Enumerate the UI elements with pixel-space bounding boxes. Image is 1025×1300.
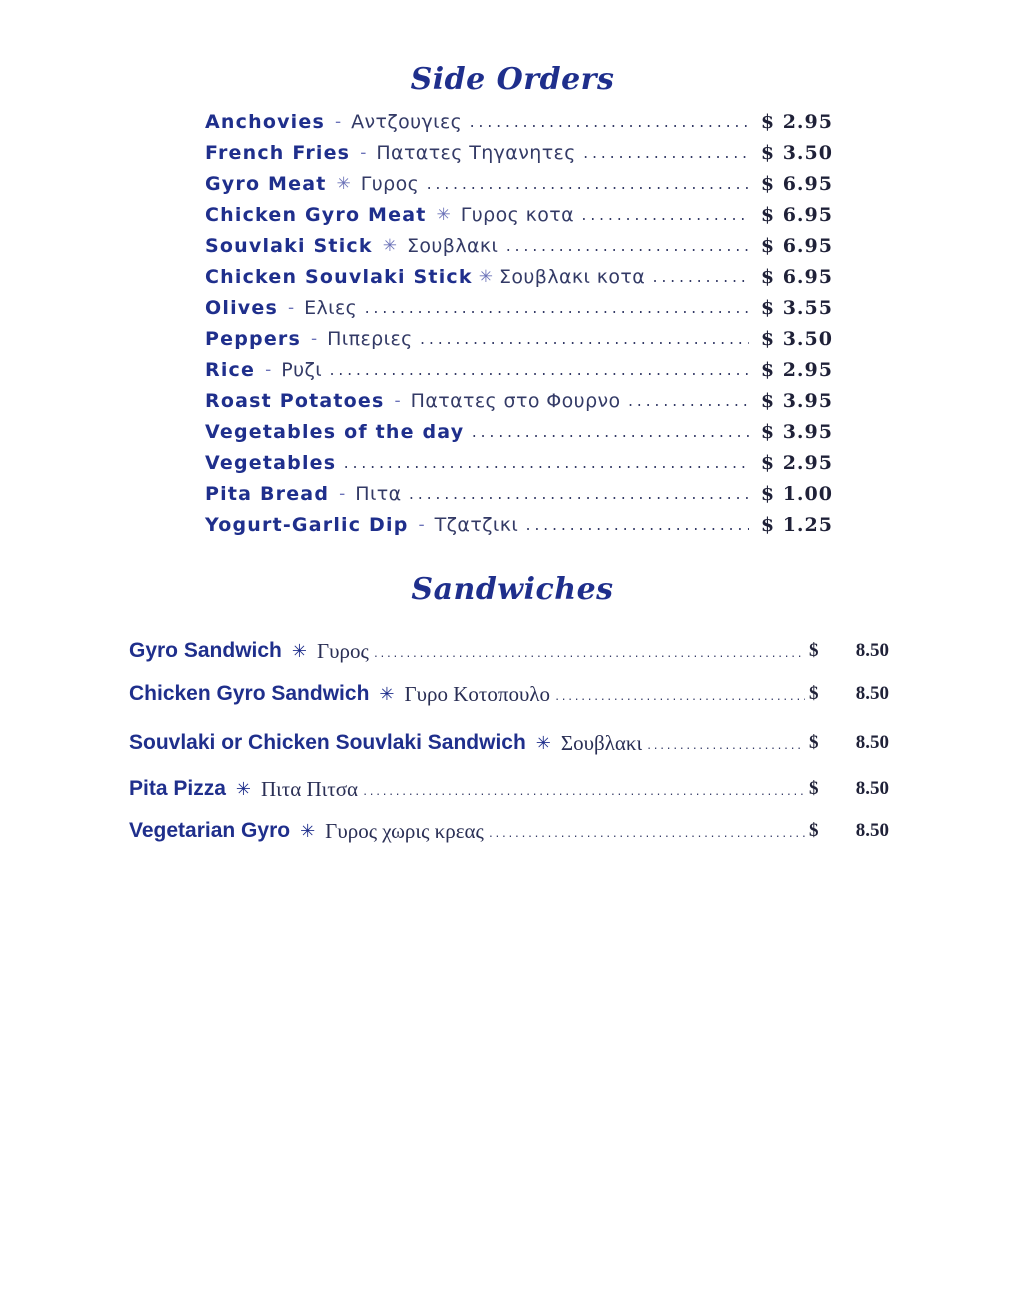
dot-leader [362,781,805,798]
sandwiches-title: Sandwiches [411,572,614,607]
menu-item [129,774,889,804]
item-currency: $ [809,683,819,704]
item-price: $ 1.00 [760,482,833,505]
item-name: Gyro Sandwich [129,639,282,662]
item-greek-name: Γυρος [360,172,420,195]
item-price: $ 3.95 [760,420,833,443]
dot-leader [646,735,805,752]
item-price: $ 2.95 [760,451,833,474]
item-greek-name: Πιτα Πιτσα [260,776,359,801]
dot-leader [651,267,749,286]
item-price: 8.50 [855,683,889,704]
item-name: Olives [205,296,278,319]
item-separator: - [334,111,342,132]
item-separator: - [339,483,346,504]
dot-leader [470,422,749,441]
dot-leader [419,329,749,348]
item-separator: ✳ [336,173,351,194]
menu-item [205,199,833,230]
star-icon: ✳ [300,820,316,842]
item-name: Chicken Gyro Sandwich [129,682,370,705]
item-greek-name: Γυρος [316,638,369,663]
item-price: $ 3.95 [760,389,833,412]
item-name: Vegetarian Gyro [129,819,291,842]
item-greek-name: Τζατζικι [434,513,519,536]
menu-item [205,509,833,540]
item-price: $ 3.50 [760,327,833,350]
side-orders-title: Side Orders [410,62,615,97]
item-currency: $ [809,820,819,841]
item-name: Vegetables of the day [205,420,465,443]
dot-leader [524,515,749,534]
item-greek-name: Ρυζι [281,358,323,381]
dot-leader [554,686,805,703]
menu-item [129,816,889,846]
dot-leader [580,205,749,224]
item-name: Roast Potatoes [205,389,385,412]
menu-item [205,385,833,416]
menu-item [205,354,833,385]
menu-item [205,261,833,292]
item-name: Peppers [205,327,301,350]
item-greek-name: Πιτα [355,482,402,505]
item-price: $ 2.95 [760,110,833,133]
item-currency: $ [809,732,819,753]
item-price: $ 1.25 [760,513,833,536]
item-name: Souvlaki or Chicken Souvlaki Sandwich [129,731,526,754]
item-separator: ✳ [436,204,451,225]
item-greek-name: Γυρο Κοτοπουλο [404,681,551,706]
star-icon: ✳ [291,640,307,662]
item-name: Pita Pizza [129,777,226,800]
menu-item [205,137,833,168]
item-greek-name: Γυρος χωρις κρεας [325,818,484,843]
item-price: $ 6.95 [760,203,833,226]
item-price: $ 6.95 [760,234,833,257]
item-price: 8.50 [855,732,889,753]
item-name: French Fries [205,141,351,164]
item-separator: - [310,328,318,349]
dot-leader [504,236,749,255]
item-currency: $ [809,778,819,799]
item-name: Yogurt-Garlic Dip [205,513,409,536]
menu-item [205,106,833,137]
menu-item [129,636,889,666]
side-orders-list [205,106,833,540]
dot-leader [408,484,749,503]
item-separator: - [360,142,367,163]
item-greek-name: Σουβλακι [406,234,499,257]
dot-leader [627,391,749,410]
item-greek-name: Πατατες στο Φουρνο [410,389,621,412]
item-separator: - [287,297,295,318]
item-price: $ 6.95 [760,172,833,195]
item-separator: - [394,390,401,411]
item-name: Chicken Souvlaki Stick [205,265,473,288]
menu-item [205,230,833,261]
dot-leader [488,823,805,840]
dot-leader [363,298,749,317]
menu-item [205,323,833,354]
item-greek-name: Ελιες [304,296,358,319]
item-name: Chicken Gyro Meat [205,203,427,226]
item-greek-name: Πιπεριες [327,327,413,350]
item-price: 8.50 [855,820,889,841]
item-price: $ 2.95 [760,358,833,381]
star-icon: ✳ [235,778,251,800]
item-separator: - [418,514,425,535]
item-greek-name: Σουβλακι [560,730,643,755]
item-name: Rice [205,358,256,381]
item-name: Souvlaki Stick [205,234,373,257]
item-price: 8.50 [855,640,889,661]
item-name: Pita Bread [205,482,330,505]
menu-item [129,728,889,758]
item-price: 8.50 [855,778,889,799]
item-name: Gyro Meat [205,172,327,195]
item-separator: - [265,359,272,380]
item-separator: ✳ [478,266,493,287]
item-price: $ 3.50 [760,141,833,164]
menu-item [129,679,889,709]
item-greek-name: Πατατες Τηγανητες [376,141,576,164]
item-greek-name: Σουβλακι κοτα [498,265,646,288]
dot-leader [342,453,749,472]
dot-leader [373,643,805,660]
menu-item [205,447,833,478]
item-greek-name: Γυρος κοτα [460,203,575,226]
dot-leader [328,360,749,379]
item-price: $ 3.55 [760,296,833,319]
item-price: $ 6.95 [760,265,833,288]
menu-item [205,292,833,323]
dot-leader [468,112,749,131]
star-icon: ✳ [379,683,395,705]
menu-item [205,478,833,509]
item-greek-name: Αντζουγιες [351,110,463,133]
item-separator: ✳ [382,235,397,256]
dot-leader [425,174,749,193]
item-currency: $ [809,640,819,661]
menu-item [205,416,833,447]
star-icon: ✳ [535,732,551,754]
menu-item [205,168,833,199]
item-name: Anchovies [205,110,325,133]
dot-leader [582,143,749,162]
item-name: Vegetables [205,451,337,474]
